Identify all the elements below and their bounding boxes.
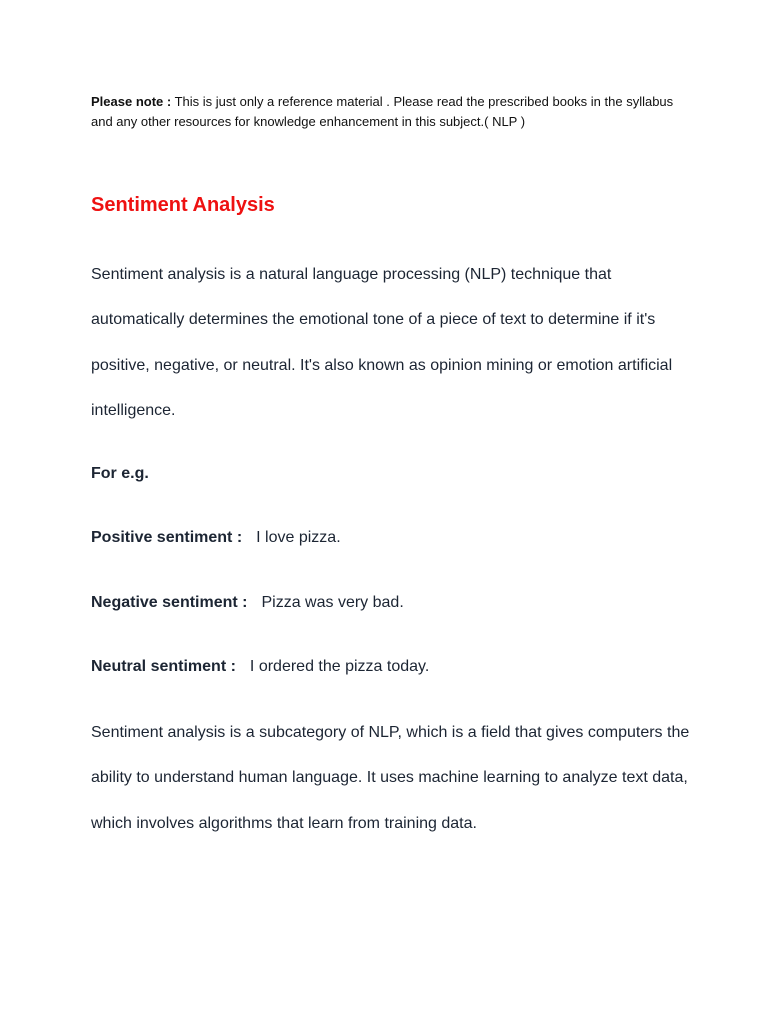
example-positive-label: Positive sentiment : — [91, 529, 243, 546]
example-positive — [91, 527, 341, 549]
example-neutral-label: Neutral sentiment : — [91, 658, 236, 675]
reference-note — [91, 92, 691, 132]
example-neutral — [91, 656, 429, 678]
example-negative-label: Negative sentiment : — [91, 594, 248, 611]
example-heading: For e.g. — [91, 465, 149, 482]
example-positive-text: I love pizza. — [256, 529, 341, 546]
example-negative-text: Pizza was very bad. — [261, 594, 404, 611]
page-title: Sentiment Analysis — [91, 194, 275, 216]
note-text: This is just only a reference material . Please read the prescribed books in the syllabus and any other resources for knowledge enhancement in this subject.( NLP ) — [91, 94, 674, 129]
closing-paragraph: Sentiment analysis is a subcategory of NLP, which is a field that gives computers the ability to understand human language. It uses machine learning to analyze text data, which involves algorithms that learn from training data. — [91, 724, 690, 832]
note-label: Please note : — [91, 94, 172, 109]
example-negative — [91, 592, 404, 614]
example-neutral-text: I ordered the pizza today. — [249, 658, 430, 675]
intro-paragraph: Sentiment analysis is a natural language processing (NLP) technique that automatically determines the emotional tone of a piece of text to determine if it's positive, negative, or neutral. It's also known as opinion mining or emotion artificial intelligence. — [91, 266, 673, 419]
